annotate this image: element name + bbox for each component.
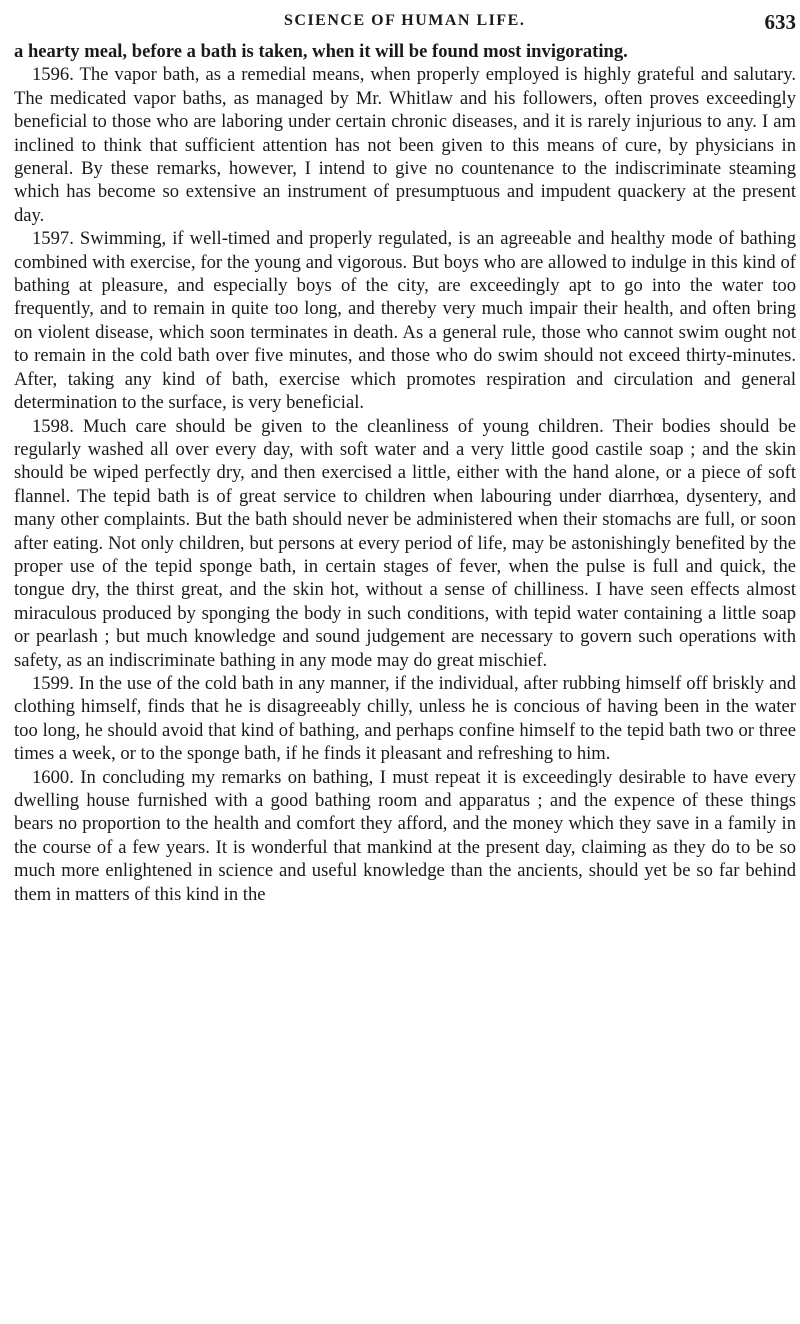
paragraph-1599: 1599. In the use of the cold bath in any manner, if the individual, after rubbing himself off briskly and clothing himself, finds that he is disagreeably chilly, unless he is concious of having been in the water too long, he should avoid that kind of bathing, and perhaps confine himself to the tepid bath two or three times a week, or to the sponge bath, if he finds it pleasant and refreshing to him. (14, 672, 796, 765)
paragraph-1598: 1598. Much care should be given to the cleanliness of young children. Their bodies should be regularly washed all over every day, with soft water and a very little good castile soap ; and the skin should be wiped perfectly dry, and then exercised a little, either with the hand alone, or a piece of soft flannel. The tepid bath is of great service to children when labouring under diarrhœa, dysentery, and many other complaints. But the bath should never be administered when their stomachs are full, or soon after eating. Not only children, but persons at every period of life, may be astonishingly benefited by the proper use of the tepid sponge bath, in certain stages of fever, when the pulse is full and quick, the tongue dry, the thirst great, and the skin hot, without a sense of chilliness. I have seen effects almost miraculous produced by sponging the body in such conditions, with tepid water containing a little soap or pearlash ; but much knowledge and sound judgement are necessary to govern such operations with safety, as an indiscriminate bathing in any mode may do great mischief. (14, 415, 796, 671)
paragraph-1600: 1600. In concluding my remarks on bathing, I must repeat it is exceedingly desirable to have every dwelling house furnished with a good bathing room and apparatus ; and the expence of these things bears no proportion to the health and comfort they afford, and the money which they save in a family in the course of a few years. It is wonderful that mankind at the present day, claiming as they do to be so much more enlightened in science and useful knowledge than the ancients, should yet be so far behind them in matters of this kind in the (14, 766, 796, 905)
page-number: 633 (764, 10, 796, 34)
paragraph-1596: 1596. The vapor bath, as a remedial means, when properly employed is highly grateful and salutary. The medicated vapor baths, as managed by Mr. Whitlaw and his followers, often proves exceedingly beneficial to those who are laboring under certain chronic diseases, and it is rarely injurious to any. I am inclined to think that sufficient attention has not been given to this means of cure, by physicians in general. By these remarks, however, I intend to give no countenance to the indiscriminate steaming which has become so extensive an instrument of presumptuous and impudent quackery at the present day. (14, 64, 796, 226)
paragraph-continuation (14, 40, 796, 63)
running-head (14, 0, 796, 40)
body-text (14, 40, 796, 906)
paragraph-1597: 1597. Swimming, if well-timed and properly regulated, is an agreeable and healthy mode of bathing combined with exercise, for the young and vigorous. But boys who are allowed to indulge in this kind of bathing at pleasure, and especially boys of the city, are exceedingly apt to go into the water too frequently, and to remain in quite too long, and thereby very much impair their health, and often bring on violent disease, which soon terminates in death. As a general rule, those who cannot swim ought not to remain in the cold bath over five minutes, and those who do swim should not exceed thirty-minutes. After, taking any kind of bath, exercise which promotes respiration and circulation and general determination to the surface, is very beneficial. (14, 228, 796, 414)
book-page (14, 0, 796, 1324)
running-title: SCIENCE OF HUMAN LIFE. (284, 12, 526, 29)
paragraph-bold-lead: a hearty meal, before a bath is taken, when it will be found most invigorating. (14, 41, 628, 62)
